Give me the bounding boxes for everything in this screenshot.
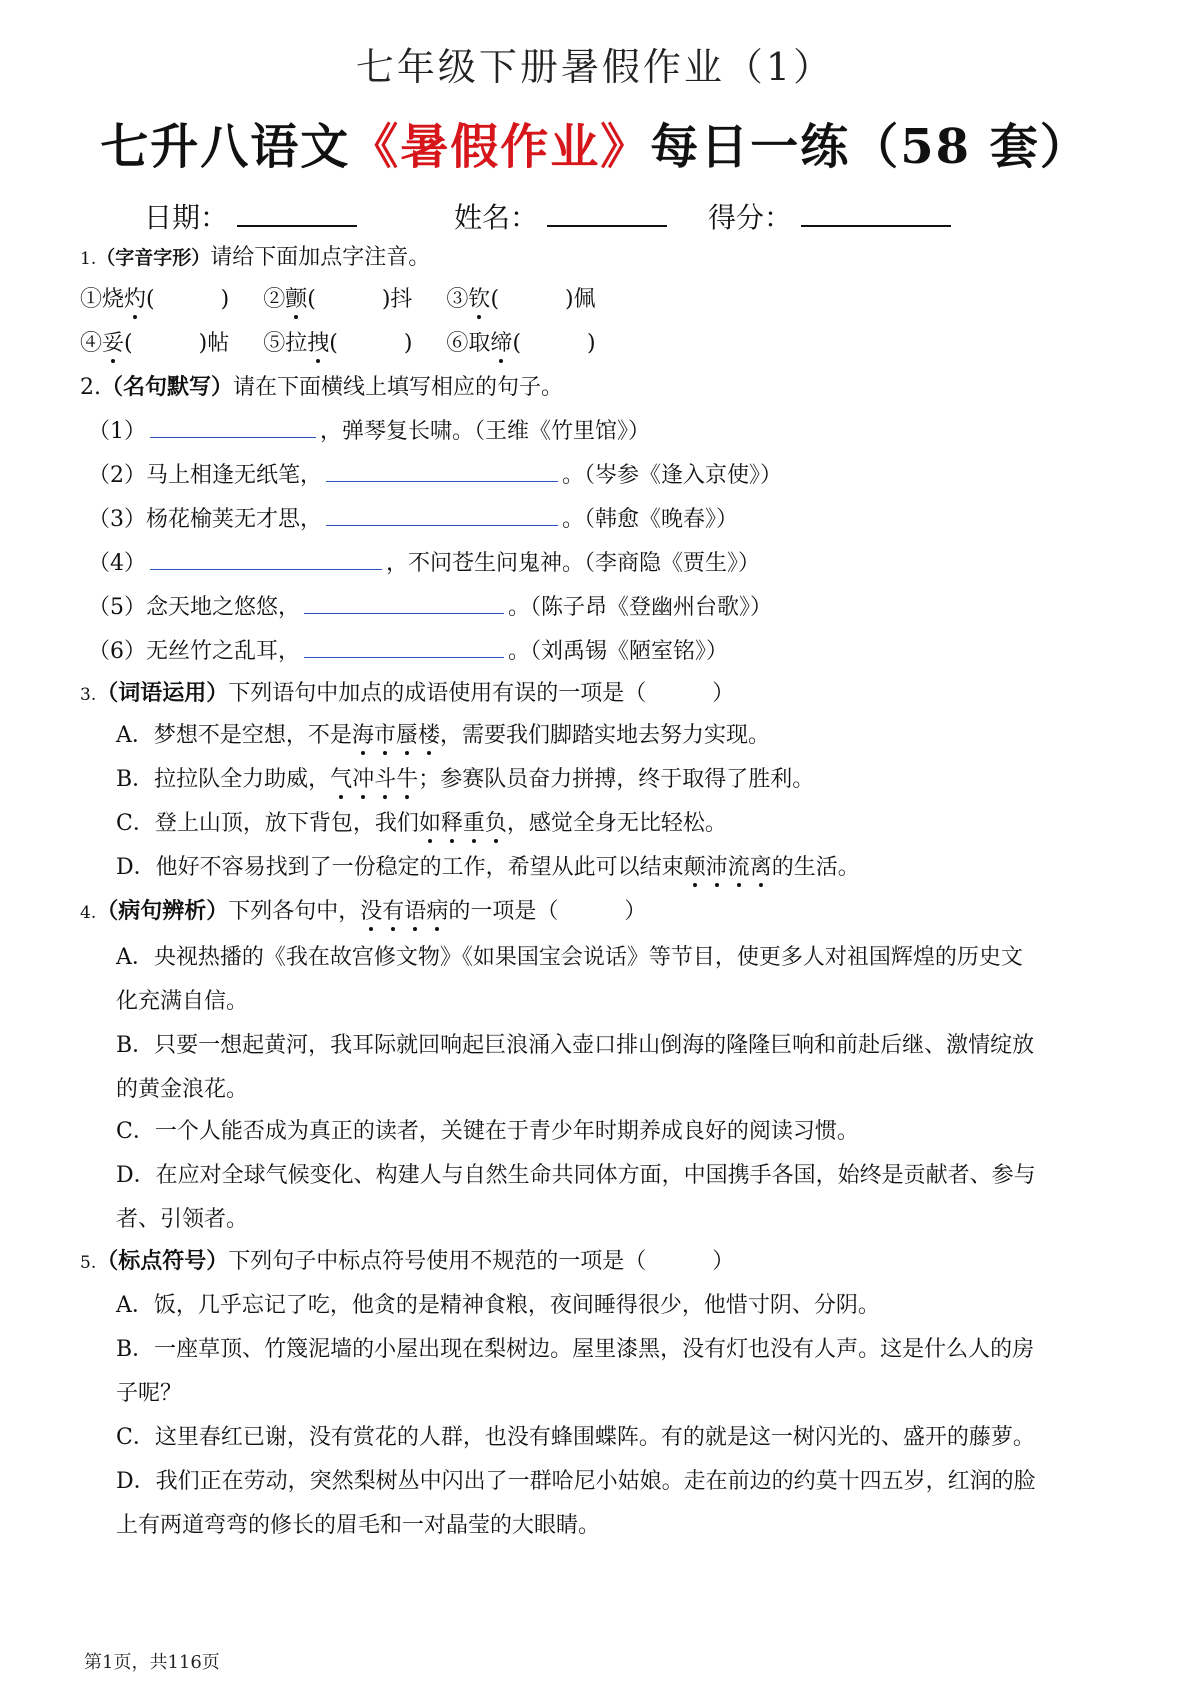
name-field <box>454 196 667 236</box>
answer-blank[interactable] <box>304 637 504 658</box>
main-title-red: 《暑假作业》 <box>350 119 651 175</box>
question-4-option-b[interactable]: B．只要一想起黄河，我耳际就回响起巨浪涌入壶口排山倒海的隆隆巨响和前赴后继、激情绽放 <box>116 1033 1035 1058</box>
question-4-option-a[interactable]: A．央视热播的《我在故宫修文物》《如果国宝会说话》等节目，使更多人对祖国辉煌的历史文 <box>116 945 1023 970</box>
date-blank[interactable] <box>237 201 357 227</box>
name-blank[interactable] <box>547 201 667 227</box>
question-4-option-d-cont: 者、引领者。 <box>116 1207 249 1232</box>
question-2-stem: 2.（名句默写）请在下面横线上填写相应的句子。 <box>80 374 564 400</box>
question-2-item-2: （2）马上相逢无纸笔， 。（岑参《逢入京使》） <box>88 463 783 488</box>
question-2-item-5: （5）念天地之悠悠， 。（陈子昂《登幽州台歌》） <box>88 595 773 620</box>
question-1-row2: ④妥( )帖 ⑤拉拽( ) ⑥取缔( ) <box>80 331 596 356</box>
score-blank[interactable] <box>801 201 951 227</box>
answer-blank[interactable] <box>326 505 558 526</box>
question-1-row1: ①烧灼( ) ②颤( )抖 ③钦( )佩 <box>80 287 596 312</box>
question-5-option-a[interactable]: A．饭，几乎忘记了吃，他贪的是精神食粮，夜间睡得很少，他惜寸阴、分阴。 <box>116 1293 880 1318</box>
date-label: 日期： <box>144 201 229 234</box>
answer-blank[interactable] <box>150 549 382 570</box>
name-label: 姓名： <box>454 201 539 234</box>
question-3-option-c[interactable]: C．登上山顶，放下背包，我们如释重负，感觉全身无比轻松。 <box>116 811 727 836</box>
question-5-stem: 5.（标点符号）下列句子中标点符号使用不规范的一项是（ ） <box>80 1248 735 1274</box>
question-2-item-1: （1） ，弹琴复长啸。（王维《竹里馆》） <box>88 419 651 444</box>
main-title-part2: 每日一练（58 套） <box>650 119 1090 175</box>
question-3-option-a[interactable]: A．梦想不是空想，不是海市蜃楼，需要我们脚踏实地去努力实现。 <box>116 723 770 748</box>
question-4-option-a-cont: 化充满自信。 <box>116 989 249 1014</box>
page-footer: 第1页，共116页 <box>84 1652 220 1673</box>
question-5-option-d[interactable]: D．我们正在劳动，突然梨树丛中闪出了一群哈尼小姑娘。走在前边的约莫十四五岁，红润的脸 <box>116 1469 1036 1494</box>
question-2-item-4: （4） ，不问苍生问鬼神。（李商隐《贾生》） <box>88 551 761 576</box>
question-3-option-b[interactable]: B．拉拉队全力助威，气冲斗牛；参赛队员奋力拼搏，终于取得了胜利。 <box>116 767 815 792</box>
question-3-stem: 3.（词语运用）下列语句中加点的成语使用有误的一项是（ ） <box>80 680 735 706</box>
question-2-item-3: （3）杨花榆荚无才思， 。（韩愈《晚春》） <box>88 507 739 532</box>
answer-blank[interactable] <box>304 593 504 614</box>
answer-blank[interactable] <box>150 417 316 438</box>
question-4-option-c[interactable]: C．一个人能否成为真正的读者，关键在于青少年时期养成良好的阅读习惯。 <box>116 1119 859 1144</box>
question-1-stem: 1.（字音字形）请给下面加点字注音。 <box>80 245 431 270</box>
question-5-option-d-cont: 上有两道弯弯的修长的眉毛和一对晶莹的大眼睛。 <box>116 1513 601 1538</box>
question-3-option-d[interactable]: D．他好不容易找到了一份稳定的工作，希望从此可以结束颠沛流离的生活。 <box>116 855 860 880</box>
main-title-part1: 七升八语文 <box>100 119 351 175</box>
question-5-option-b[interactable]: B．一座草顶、竹篾泥墙的小屋出现在梨树边。屋里漆黑，没有灯也没有人声。这是什么人的房 <box>116 1337 1035 1362</box>
page-title: 七年级下册暑假作业（1） <box>355 45 835 89</box>
score-label: 得分： <box>708 201 793 234</box>
main-title <box>0 108 1190 177</box>
score-field <box>708 196 951 236</box>
answer-blank[interactable] <box>326 461 558 482</box>
question-5-option-b-cont: 子呢？ <box>116 1381 183 1406</box>
question-4-option-d[interactable]: D．在应对全球气候变化、构建人与自然生命共同体方面，中国携手各国，始终是贡献者、参与 <box>116 1163 1036 1188</box>
date-field <box>144 196 357 236</box>
question-4-stem: 4.（病句辨析）下列各句中，没有语病的一项是（ ） <box>80 898 647 924</box>
question-5-option-c[interactable]: C．这里春红已谢，没有赏花的人群，也没有蜂围蝶阵。有的就是这一树闪光的、盛开的藤萝。 <box>116 1425 1035 1450</box>
question-4-option-b-cont: 的黄金浪花。 <box>116 1077 249 1102</box>
question-2-item-6: （6）无丝竹之乱耳， 。（刘禹锡《陋室铭》） <box>88 639 729 664</box>
